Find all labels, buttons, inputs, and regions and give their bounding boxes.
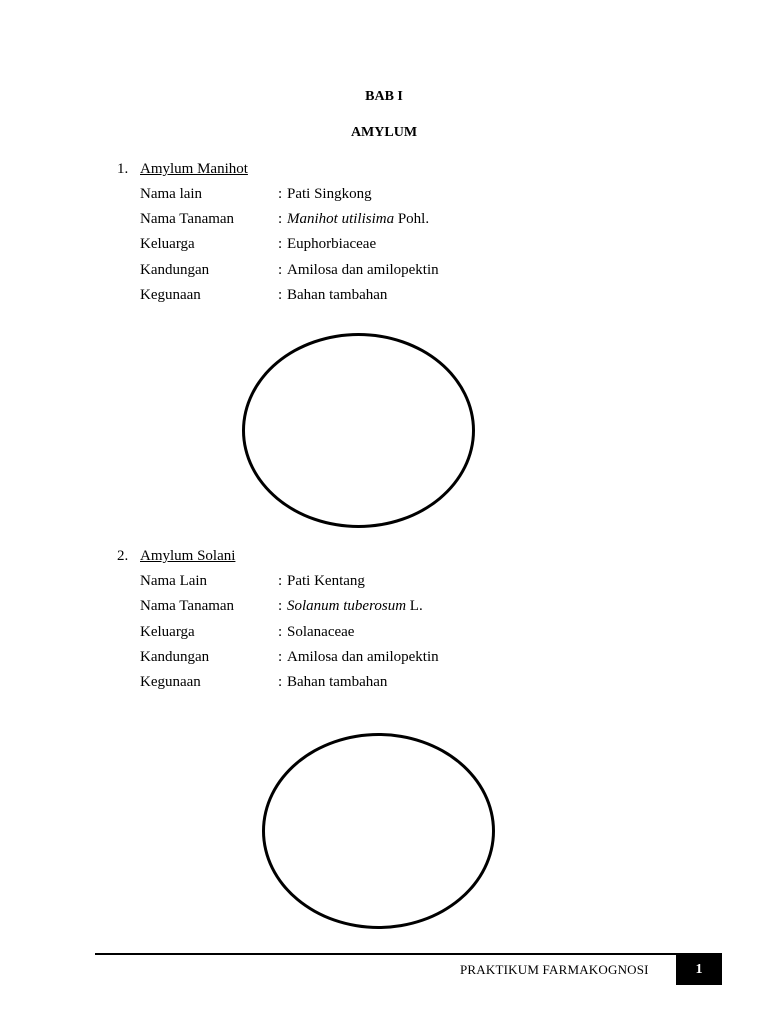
field-row — [140, 573, 540, 591]
drawing-circle — [242, 333, 475, 528]
field-label: Nama lain — [140, 186, 203, 202]
section-name: Amylum Manihot — [140, 161, 248, 177]
drawing-circle — [262, 733, 495, 929]
footer-rule — [95, 953, 722, 955]
field-value — [287, 598, 423, 615]
field-colon: : — [278, 573, 283, 589]
field-colon: : — [278, 598, 283, 614]
field-row — [140, 186, 540, 204]
field-colon: : — [278, 262, 283, 278]
field-label: Nama Tanaman — [140, 598, 235, 614]
field-colon: : — [278, 649, 283, 665]
chapter-title: AMYLUM — [350, 125, 418, 140]
field-label: Kegunaan — [140, 674, 201, 690]
field-label: Nama Lain — [140, 573, 208, 589]
field-value: Amilosa dan amilopektin — [287, 649, 439, 665]
field-row — [140, 236, 540, 254]
page-number: 1 — [676, 955, 722, 985]
field-row — [140, 211, 540, 229]
field-row — [140, 287, 540, 305]
field-label: Keluarga — [140, 624, 195, 640]
author-abbrev: Pohl. — [394, 211, 430, 227]
field-value: Pati Singkong — [287, 186, 372, 202]
field-label: Keluarga — [140, 236, 195, 252]
field-value: Amilosa dan amilopektin — [287, 262, 439, 278]
field-colon: : — [278, 624, 283, 640]
field-value: Bahan tambahan — [287, 674, 388, 690]
author-abbrev: L. — [406, 598, 423, 614]
field-label: Nama Tanaman — [140, 211, 235, 227]
field-value: Pati Kentang — [287, 573, 365, 589]
section-number: 2. — [117, 548, 129, 564]
field-colon: : — [278, 186, 283, 202]
field-value: Bahan tambahan — [287, 287, 388, 303]
field-row — [140, 262, 540, 280]
chapter-heading: BAB I — [365, 89, 403, 104]
field-label: Kegunaan — [140, 287, 201, 303]
latin-name: Manihot utilisima — [287, 211, 395, 227]
field-row — [140, 598, 540, 616]
field-colon: : — [278, 674, 283, 690]
field-value: Solanaceae — [287, 624, 355, 640]
field-colon: : — [278, 236, 283, 252]
field-value: Euphorbiaceae — [287, 236, 377, 252]
section-number: 1. — [117, 161, 129, 177]
footer-text: PRAKTIKUM FARMAKOGNOSI — [460, 962, 649, 977]
latin-name: Solanum tuberosum — [287, 598, 407, 614]
field-row — [140, 674, 540, 692]
field-label: Kandungan — [140, 262, 210, 278]
field-colon: : — [278, 287, 283, 303]
field-label: Kandungan — [140, 649, 210, 665]
section-name: Amylum Solani — [140, 548, 236, 564]
field-colon: : — [278, 211, 283, 227]
field-row — [140, 649, 540, 667]
field-row — [140, 624, 540, 642]
field-value — [287, 211, 429, 228]
